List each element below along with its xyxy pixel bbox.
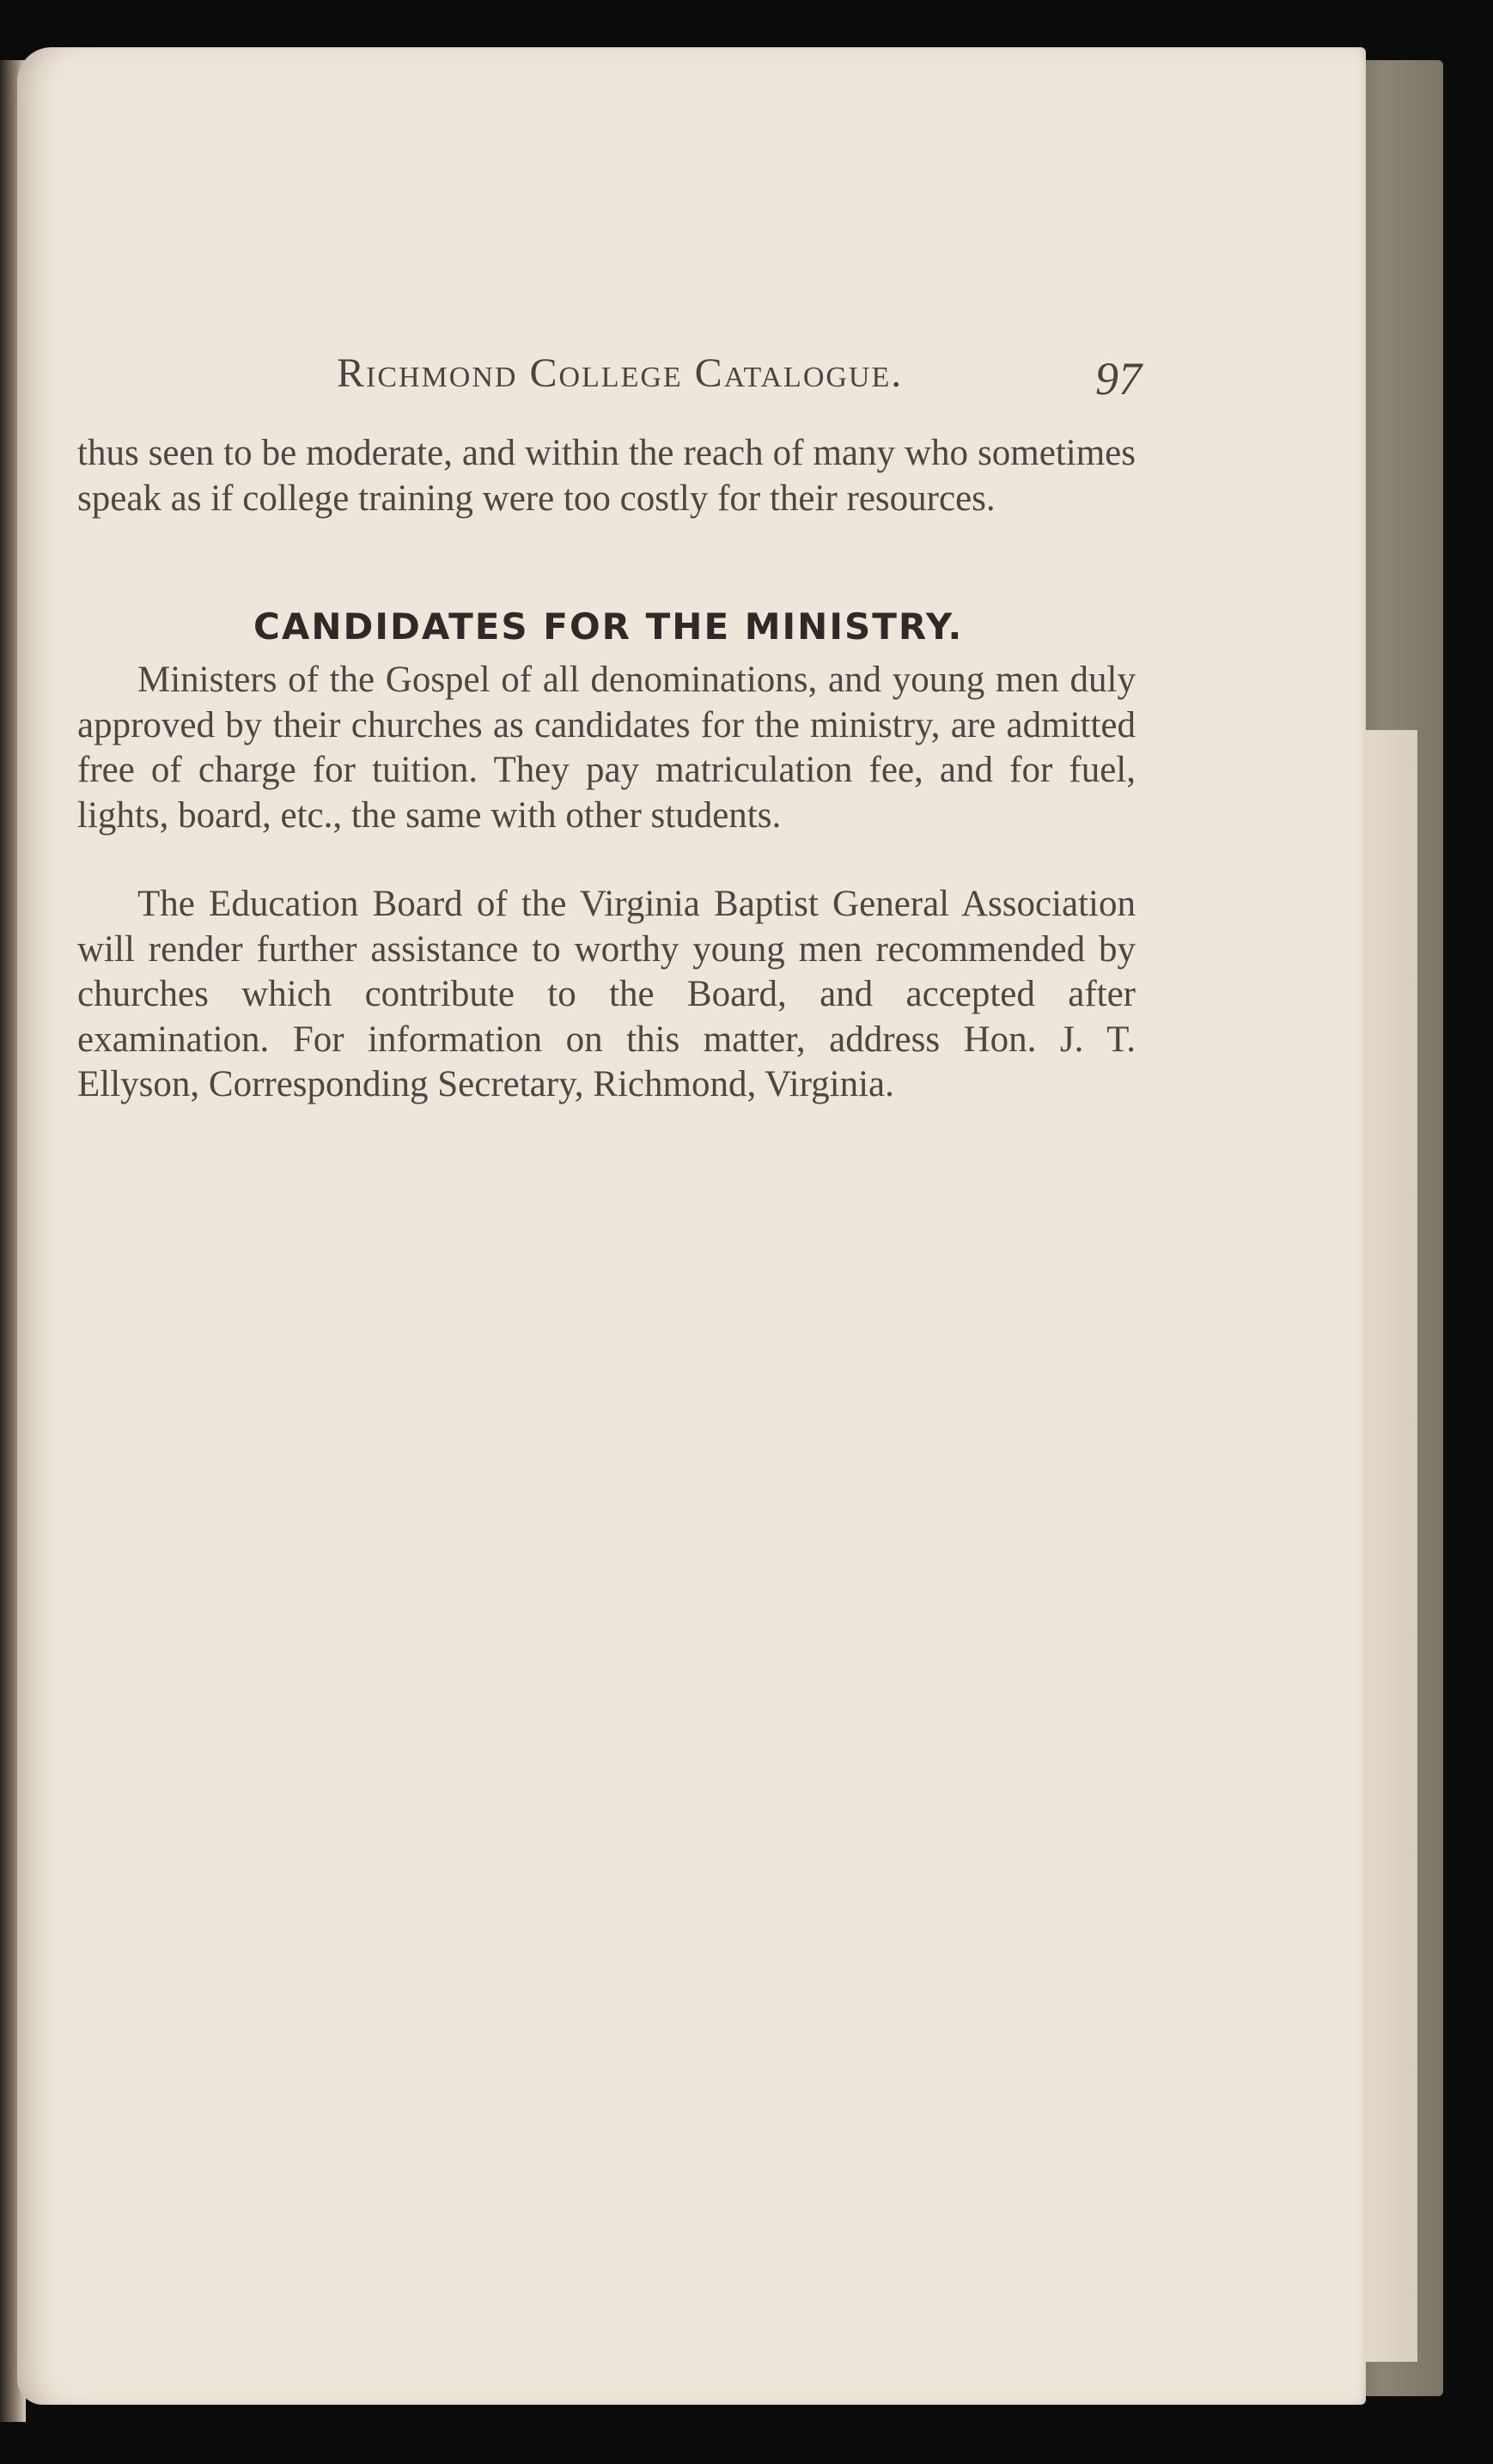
book-page [17, 47, 1366, 2405]
intro-paragraph: thus seen to be moderate, and within the reach of many who sometimes speak as if college training were too costly for their resources. [77, 433, 1136, 519]
running-head: Richmond College Catalogue. [337, 350, 904, 396]
paragraph-ministers: Ministers of the Gospel of all denominations, and young men duly approved by their churches as candidates for the ministry, are admitted free of charge for tuition. They pay matriculation fee, and for fuel, lights, board, etc., the same with other students. [77, 660, 1136, 836]
page-number: 97 [1095, 353, 1142, 405]
paragraph-education-board: The Education Board of the Virginia Baptist General Association will render further assistance to worthy young men recommended by churches which contribute to the Board, and accepted after examination. For information on this matter, address Hon. J. T. Ellyson, Corresponding Secretary, Richmond, Virginia. [77, 884, 1136, 1104]
section-heading: CANDIDATES FOR THE MINISTRY. [253, 605, 964, 648]
